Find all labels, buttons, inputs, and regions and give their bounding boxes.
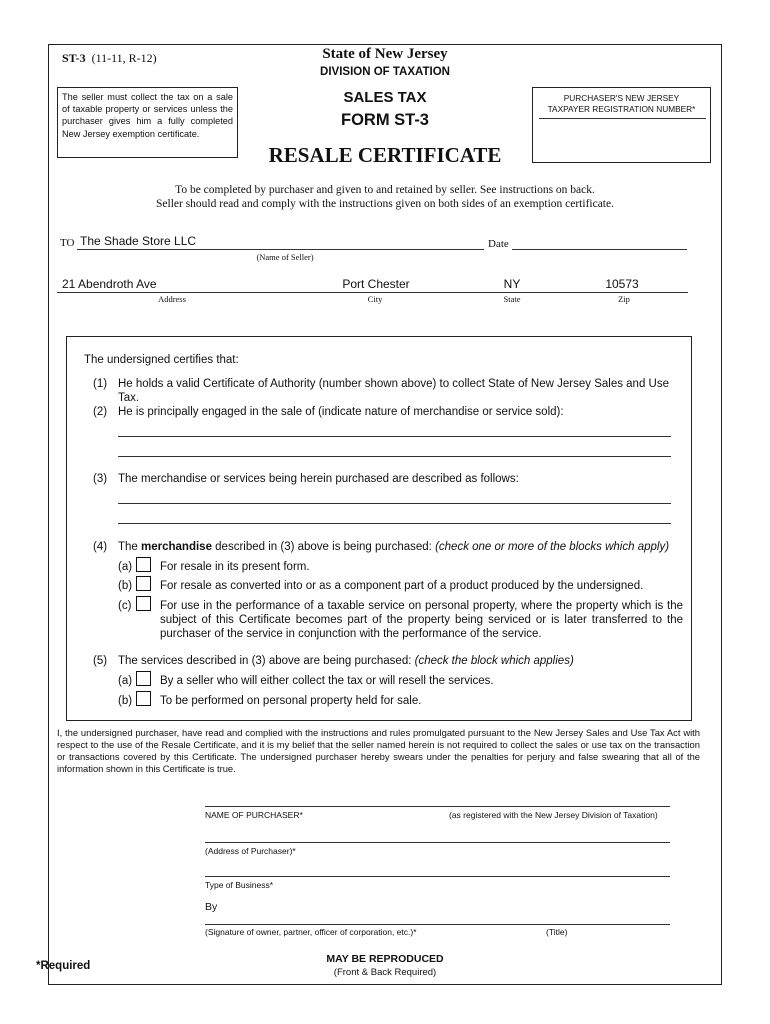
purchaser-name-label: NAME OF PURCHASER* (205, 810, 303, 820)
title-label: (Title) (546, 927, 568, 937)
date-label: Date (488, 238, 509, 250)
instructions-line-1: To be completed by purchaser and given to and retained by seller. See instructions on back. (175, 184, 595, 196)
city-caption: City (367, 294, 383, 304)
item-5a-label: (a) (118, 675, 133, 687)
instructions (60, 183, 710, 211)
item-4b-checkbox[interactable] (136, 576, 151, 591)
item-4c-label: (c) (118, 600, 132, 612)
sales-tax-title: SALES TAX (343, 89, 427, 106)
registration-number-line (539, 118, 706, 119)
registration-number-box[interactable] (532, 87, 711, 163)
item-4a-label: (a) (118, 561, 133, 573)
to-label: TO (60, 237, 75, 249)
signature-label: (Signature of owner, partner, officer of corporation, etc.)* (205, 927, 417, 937)
form-name-title: FORM ST-3 (340, 111, 429, 129)
item-3-line-1[interactable] (118, 503, 671, 504)
seller-notice-text: The seller must collect the tax on a sale of taxable property or services unless the purchaser gives him a fully completed New Jersey exemption certificate. (62, 92, 233, 139)
may-be-reproduced: MAY BE REPRODUCED (326, 953, 444, 965)
address-caption: Address (158, 294, 186, 304)
seller-name-caption: (Name of Seller) (256, 252, 314, 262)
item-4-number: (4) (93, 541, 108, 553)
item-4b-label: (b) (118, 580, 133, 592)
item-5a-text: By a seller who will either collect the tax or will resell the services. (160, 675, 494, 687)
seller-state-field[interactable]: NY (503, 277, 521, 291)
business-type-line[interactable] (205, 876, 670, 877)
item-2-line-2[interactable] (118, 456, 671, 457)
item-4c-checkbox[interactable] (136, 596, 151, 611)
state-title: State of New Jersey (322, 46, 448, 62)
seller-notice-box (57, 87, 238, 158)
item-3-line-2[interactable] (118, 523, 671, 524)
item-1-number: (1) (93, 378, 108, 390)
form-code: ST-3 (11-11, R-12) (62, 51, 157, 65)
signature-line[interactable] (205, 924, 670, 925)
item-5b-label: (b) (118, 695, 133, 707)
item-3-number: (3) (93, 473, 108, 485)
item-2-number: (2) (93, 406, 108, 418)
seller-address-field[interactable]: 21 Abendroth Ave (62, 277, 157, 291)
by-label: By (205, 901, 218, 913)
item-4b-text: For resale as converted into or as a component part of a product produced by the undersigned. (160, 580, 644, 592)
item-5a-checkbox[interactable] (136, 671, 151, 686)
certificate-title: RESALE CERTIFICATE (268, 143, 502, 167)
seller-city-field[interactable]: Port Chester (342, 277, 410, 291)
item-5b-checkbox[interactable] (136, 691, 151, 706)
item-4a-checkbox[interactable] (136, 557, 151, 572)
item-4c-text: For use in the performance of a taxable service on personal property, where the property which is the subject of this Certificate becomes part of the property being serviced or is later transferred to the purchaser of the service in conjunction with the performance of the service. (160, 600, 683, 640)
item-4a-text: For resale in its present form. (160, 561, 310, 573)
item-5-number: (5) (93, 655, 108, 667)
item-1-text: He holds a valid Certificate of Authority (number shown above) to collect State of New Jersey Sales and Use Tax. (118, 378, 669, 404)
item-3-text: The merchandise or services being herein purchased are described as follows: (118, 473, 519, 485)
item-5-text: The services described in (3) above are being purchased: (check the block which applies) (118, 655, 574, 667)
item-5b-text: To be performed on personal property held for sale. (160, 695, 422, 707)
purchaser-name-note: (as registered with the New Jersey Division of Taxation) (449, 810, 658, 820)
seller-address-line (57, 292, 688, 293)
seller-zip-field[interactable]: 10573 (605, 277, 639, 291)
business-type-label: Type of Business* (205, 880, 274, 890)
seller-name-line (77, 249, 484, 250)
date-field[interactable] (512, 249, 687, 250)
item-2-text: He is principally engaged in the sale of (indicate nature of merchandise or service sold): (118, 406, 564, 418)
front-back-required: (Front & Back Required) (333, 967, 437, 978)
item-4-text: The merchandise described in (3) above is being purchased: (check one or more of the blocks which apply) (118, 541, 670, 553)
registration-number-label: PURCHASER'S NEW JERSEY TAXPAYER REGISTRATION NUMBER* (547, 93, 696, 114)
required-note: *Required (36, 960, 91, 972)
purchaser-address-line[interactable] (205, 842, 670, 843)
purchaser-name-line[interactable] (205, 806, 670, 807)
zip-caption: Zip (618, 294, 630, 304)
item-2-line-1[interactable] (118, 436, 671, 437)
division-title: DIVISION OF TAXATION (320, 66, 450, 78)
seller-name-field[interactable]: The Shade Store LLC (80, 234, 197, 248)
state-caption: State (503, 294, 521, 304)
affidavit-text: I, the undersigned purchaser, have read and complied with the instructions and rules promulgated pursuant to the New Jersey Sales and Use Tax Act with respect to the use of the Resale Certificate, and it is my belief that the seller named herein is not required to collect the sales or use tax on the transaction or transactions covered by this Certificate. The undersigned purchaser hereby swears under the penalties for perjury and false swearing that all of the information shown in this Certificate is true. (57, 727, 700, 775)
instructions-line-2: Seller should read and comply with the instructions given on both sides of an exemption certificate. (156, 198, 614, 210)
purchaser-address-label: (Address of Purchaser)* (205, 846, 296, 856)
certification-intro: The undersigned certifies that: (84, 354, 239, 366)
